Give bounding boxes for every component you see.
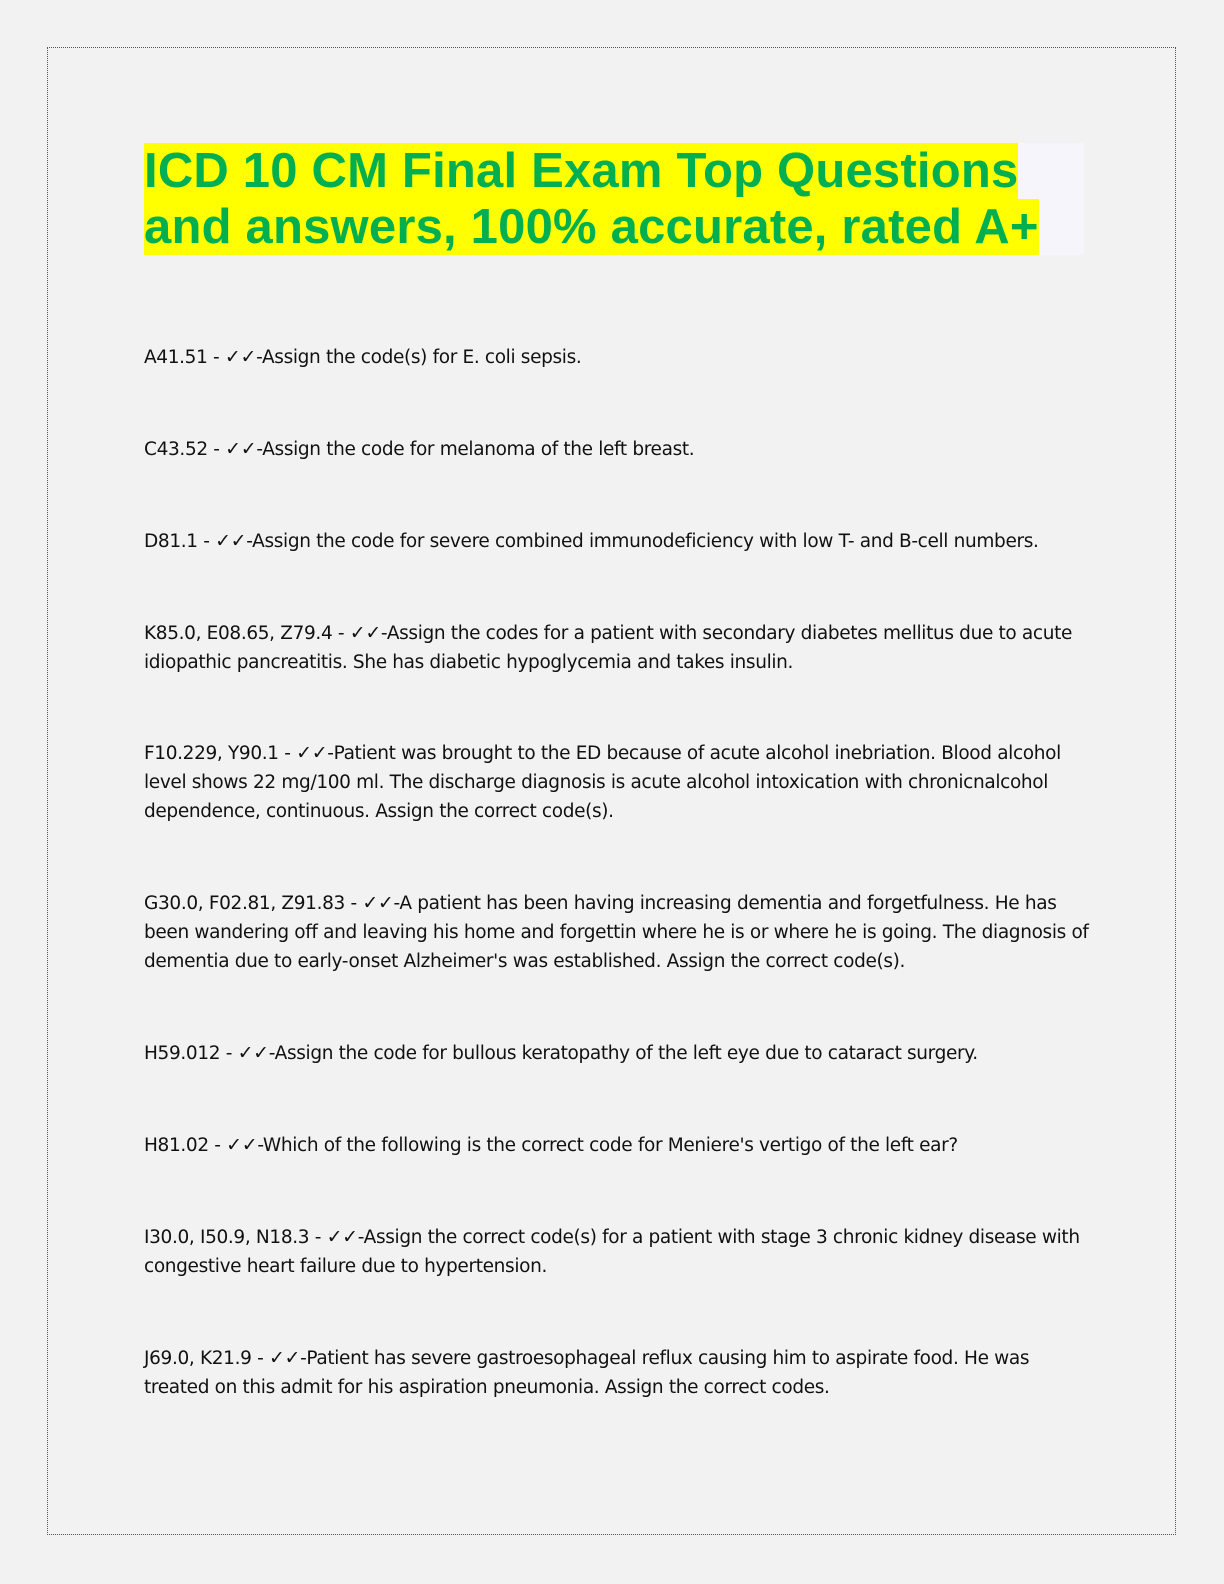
qa-item: J69.0, K21.9 - ✓✓-Patient has severe gastroesophageal reflux causing him to aspirate food. He was treated on this admit for his aspiration pneumonia. Assign the correct codes. [144, 1347, 1030, 1398]
checkmark-icon: ✓✓ [224, 346, 257, 368]
answer-code: F10.229, Y90.1 [144, 743, 279, 764]
checkmark-icon: ✓✓ [362, 892, 394, 914]
question-text: Patient has severe gastroesophageal reflux causing him to aspirate food. He was treated on this admit for his aspiration pneumonia. Assign the correct codes. [144, 1348, 1030, 1398]
question-text: Assign the code for severe combined immunodeficiency with low T- and B-cell numbers. [252, 531, 1039, 552]
checkmark-icon: ✓✓ [296, 742, 328, 764]
answer-code: H59.012 [144, 1043, 221, 1064]
answer-code: A41.51 [144, 347, 208, 368]
qa-item: F10.229, Y90.1 - ✓✓-Patient was brought to the ED because of acute alcohol inebriation. Blood alcohol level shows 22 mg/100 ml. The discharge diagnosis is acute alcohol intoxication with chronicnalcohol dependence, continuous. Assign the correct code(s). [144, 742, 1061, 822]
question-text: Assign the codes for a patient with secondary diabetes mellitus due to acute idiopathic pancreatitis. She has diabetic hypoglycemia and takes insulin. [144, 623, 1073, 673]
qa-item: C43.52 - ✓✓-Assign the code for melanoma of the left breast. [144, 438, 695, 460]
question-text: A patient has been having increasing dementia and forgetfulness. He has been wandering off and leaving his home and forgettin where he is or where he is going. The diagnosis of dementia due to early-onset Alzheimer's was established. Assign the correct code(s). [144, 893, 1089, 972]
checkmark-icon: ✓✓ [237, 1042, 269, 1064]
answer-code: C43.52 [144, 439, 208, 460]
title-line-1: ICD 10 CM Final Exam Top Questions [144, 144, 1019, 198]
qa-item: D81.1 - ✓✓-Assign the code for severe combined immunodeficiency with low T- and B-cell numbers. [144, 530, 1039, 552]
answer-code: K85.0, E08.65, Z79.4 [144, 623, 333, 644]
checkmark-icon: ✓✓ [268, 1347, 301, 1369]
checkmark-icon: ✓✓ [349, 622, 381, 644]
answer-code: D81.1 [144, 531, 198, 552]
checkmark-icon: ✓✓ [226, 1134, 258, 1156]
question-text: Assign the code for melanoma of the left breast. [262, 439, 695, 460]
checkmark-icon: ✓✓ [326, 1226, 358, 1248]
qa-item: I30.0, I50.9, N18.3 - ✓✓-Assign the correct code(s) for a patient with stage 3 chronic kidney disease with congestive heart failure due to hypertension. [144, 1226, 1080, 1277]
qa-item: K85.0, E08.65, Z79.4 - ✓✓-Assign the codes for a patient with secondary diabetes mellitus due to acute idiopathic pancreatitis. She has diabetic hypoglycemia and takes insulin. [144, 622, 1073, 673]
question-text: Patient was brought to the ED because of acute alcohol inebriation. Blood alcohol level shows 22 mg/100 ml. The discharge diagnosis is acute alcohol intoxication with chronicnalcohol dependence, continuous. Assign the correct code(s). [144, 743, 1061, 822]
qa-item: A41.51 - ✓✓-Assign the code(s) for E. coli sepsis. [144, 346, 582, 368]
question-text: Assign the correct code(s) for a patient with stage 3 chronic kidney disease with congestive heart failure due to hypertension. [144, 1227, 1080, 1277]
qa-item: G30.0, F02.81, Z91.83 - ✓✓-A patient has been having increasing dementia and forgetfulness. He has been wandering off and leaving his home and forgettin where he is or where he is going. The diagnosis of dementia due to early-onset Alzheimer's was established. Assign the correct code(s). [144, 892, 1089, 972]
qa-item: H59.012 - ✓✓-Assign the code for bullous keratopathy of the left eye due to cataract surgery. [144, 1042, 978, 1064]
checkmark-icon: ✓✓ [225, 438, 257, 460]
answer-code: H81.02 [144, 1135, 209, 1156]
answer-code: J69.0, K21.9 [144, 1348, 252, 1369]
title-block [144, 143, 1084, 255]
answer-code: G30.0, F02.81, Z91.83 [144, 893, 345, 914]
question-text: Which of the following is the correct code for Meniere's vertigo of the left ear? [262, 1135, 958, 1156]
title-line-2: and answers, 100% accurate, rated A+ [144, 200, 1039, 254]
checkmark-icon: ✓✓ [215, 530, 247, 552]
answer-code: I30.0, I50.9, N18.3 [144, 1227, 310, 1248]
question-text: Assign the code(s) for E. coli sepsis. [261, 347, 582, 368]
qa-item: H81.02 - ✓✓-Which of the following is the correct code for Meniere's vertigo of the left ear? [144, 1134, 958, 1156]
question-text: Assign the code for bullous keratopathy of the left eye due to cataract surgery. [274, 1043, 978, 1064]
